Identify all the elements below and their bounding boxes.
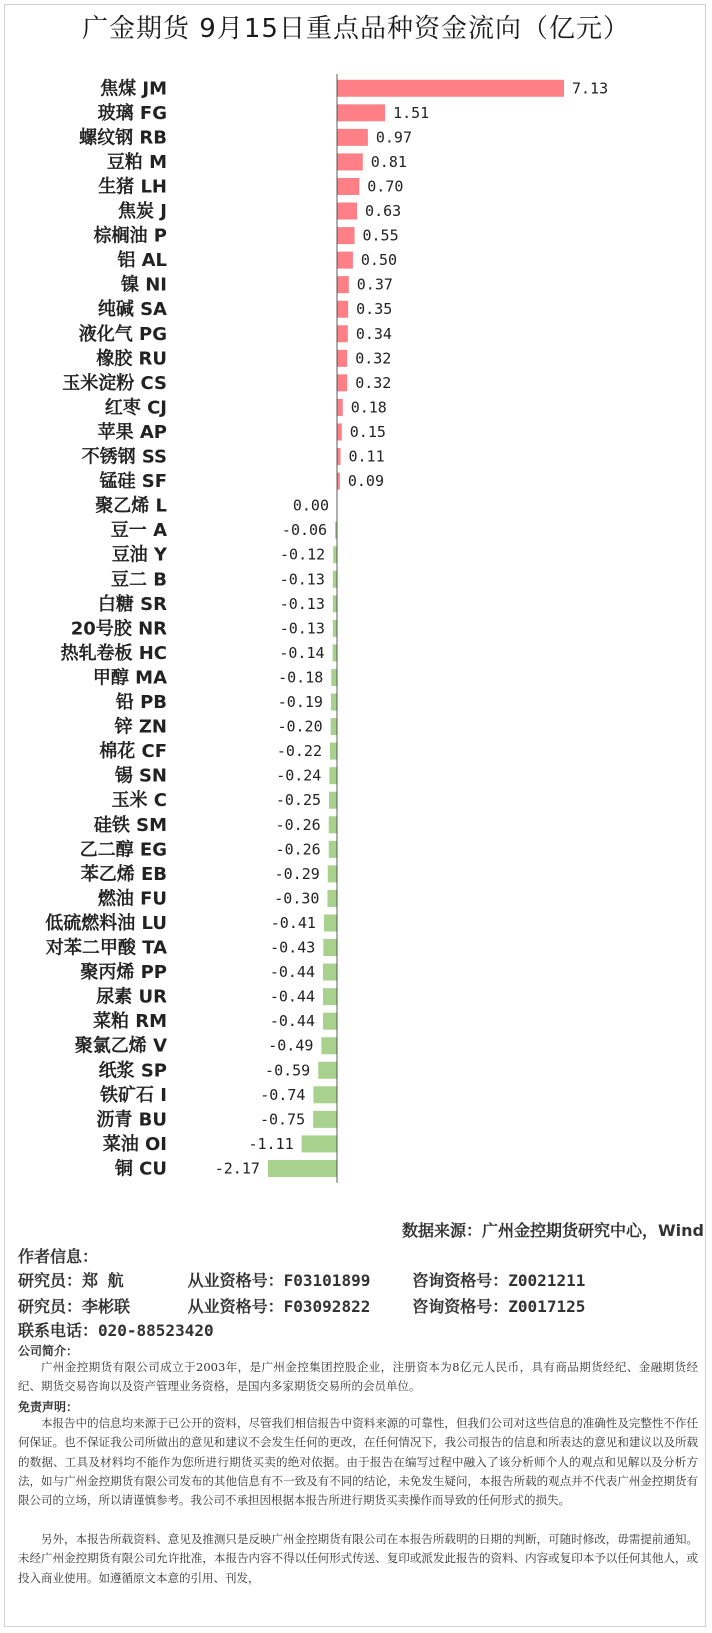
category-label: 铝 AL [117,250,167,272]
data-label: 0.81 [370,152,407,171]
category-label: 聚丙烯 PP [80,962,167,984]
bar [337,399,343,416]
bar [268,1160,337,1177]
author-1-role: 研究员：郑 航 [18,1271,124,1290]
data-label: -0.19 [277,693,323,712]
data-label: -0.22 [276,742,322,761]
category-label: 20号胶 NR [70,618,167,640]
data-label: -0.74 [260,1085,306,1104]
data-label: -0.30 [274,889,320,908]
data-label: 0.09 [347,472,384,491]
bar [327,890,337,907]
bar [337,153,363,170]
category-label: 乙二醇 EG [79,839,167,861]
author-2-consult: 咨询资格号：Z0017125 [412,1297,586,1316]
data-label: -0.18 [278,668,324,687]
author-row-1 [18,1268,585,1291]
data-label: -0.44 [269,987,315,1006]
category-label: 玉米淀粉 CS [62,372,167,394]
bar [313,1111,337,1128]
category-label: 聚氯乙烯 V [74,1035,167,1057]
disclaimer-heading: 免责声明： [18,1400,79,1414]
data-label: 0.00 [292,496,329,515]
category-label: 硅铁 SM [93,814,167,836]
data-label: 7.13 [572,79,609,98]
category-label: 聚乙烯 L [95,495,167,517]
bar [337,129,368,146]
category-label: 甲醇 MA [92,667,167,689]
data-label: -0.13 [279,619,325,638]
category-label: 玻璃 FG [97,102,167,124]
bar [337,374,347,391]
category-label: 菜粕 RM [92,1011,167,1033]
data-source: 数据来源：广州金控期货研究中心，Wind [402,1221,704,1240]
data-label: -0.12 [280,545,326,564]
category-label: 锌 ZN [114,716,167,738]
category-label: 菜油 OI [102,1133,167,1155]
category-label: 白糖 SR [97,593,167,615]
bar [324,914,337,931]
category-label: 镍 NI [120,274,167,296]
category-label: 豆二 B [111,569,167,591]
bar [337,325,348,342]
bar [329,841,337,858]
bar [318,1062,337,1079]
category-label: 棕榈油 P [93,225,167,247]
category-label: 玉米 C [111,790,167,812]
data-label: -0.25 [275,791,322,810]
category-label: 生猪 LH [98,176,167,198]
data-label: -0.24 [276,766,322,785]
author-1-license: 从业资格号：F03101899 [187,1271,371,1290]
data-label: -0.59 [265,1061,311,1080]
category-label: 对苯二甲酸 TA [45,937,167,959]
category-label: 苹果 AP [97,421,167,443]
bar [337,104,385,121]
category-label: 铅 PB [115,692,167,714]
company-intro: 广州金控期货有限公司成立于2003年，是广州金控集团控股企业，注册资本为8亿元人民币，具有商品期货经纪、金融期货经纪、期货交易咨询以及资产管理业务资格，是国内多家期货交易所的会员单位。 [18,1360,698,1394]
category-label: 橡胶 RU [96,348,167,370]
bar [337,203,357,220]
data-label: 0.32 [355,349,392,368]
bar [337,448,341,465]
data-label: -0.14 [279,643,325,662]
bar [337,473,340,490]
category-label: 焦煤 JM [100,78,167,100]
data-label: 0.18 [350,398,387,417]
author-1-consult: 咨询资格号：Z0021211 [412,1271,586,1290]
category-label: 低硫燃料油 LU [45,912,167,934]
author-row-2 [18,1294,585,1317]
data-label: 0.15 [349,422,386,441]
author-2-role: 研究员：李彬联 [18,1297,131,1316]
data-label: 0.37 [356,275,393,294]
bar [323,964,337,981]
bar [337,423,342,440]
disclaimer-paragraph-2: 另外，本报告所载资料、意见及推测只是反映广州金控期货有限公司在本报告所载明的日期的判断，可随时修改，毋需提前通知。未经广州金控期货有限公司允许批准，本报告内容不得以任何形式传送、复印或派发此报告的资料、内容或复印本予以任何其他人，或投入商业使用。如遵循原文本意的引用、刊发， [18,1532,698,1585]
bar [323,939,337,956]
data-label: -0.26 [275,815,321,834]
bar [333,620,337,637]
bar [329,792,337,809]
bar [337,252,353,269]
data-label: -0.49 [268,1036,314,1055]
data-label: -0.44 [269,1012,315,1031]
data-label: 0.50 [360,251,398,270]
data-label: -0.06 [281,521,328,540]
category-label: 热轧卷板 HC [60,642,167,664]
data-label: 0.55 [362,226,399,245]
disclaimer-paragraph-1: 本报告中的信息均来源于已公开的资料，尽管我们相信报告中资料来源的可靠性，但我们公司对这些信息的准确性及完整性不作任何保证。也不保证我公司所做出的意见和建议不会发生任何的更改，在任何情况下，我公司报告的信息和所表达的意见和建议以及所载的数据、工具及材料均不能作为您所进行期货买卖的绝对依据。由于报告在编写过程中融入了该分析师个人的观点和见解以及分析方法，如与广州金控期货有限公司发布的其他信息有不一致及有不同的结论，未免发生疑问，本报告所载的观点并不代表广州金控期货有限公司的立场，所以请谨慎参考。我公司不承担因根据本报告所进行期货买卖操作而导致的任何形式的损失。 [18,1416,698,1508]
category-label: 螺纹钢 RB [79,127,167,149]
category-label: 燃油 FU [97,888,167,910]
bar [333,546,337,563]
category-label: 锡 SN [114,765,167,787]
data-label: 0.97 [375,128,413,147]
company-heading: 公司简介： [18,1344,79,1358]
category-label: 棉花 CF [99,741,167,763]
bar [337,227,355,244]
data-label: -0.20 [277,717,323,736]
bar [323,1013,337,1030]
category-label: 焦炭 J [118,201,167,223]
category-label: 铁矿石 I [100,1084,167,1106]
bar [337,80,564,97]
data-label: 0.35 [356,300,393,319]
category-label: 豆一 A [110,520,167,542]
author-heading: 作者信息： [18,1247,99,1266]
data-label: 0.63 [365,202,402,221]
data-label: -1.11 [248,1134,294,1153]
data-label: -0.13 [279,570,325,589]
bar [328,865,337,882]
bar [321,1037,337,1054]
category-label: 纸浆 SP [98,1060,167,1082]
data-label: -0.44 [269,963,315,982]
data-label: 0.34 [355,324,392,343]
bar [331,694,337,711]
bar [331,669,337,686]
category-label: 纯碱 SA [97,299,167,321]
data-label: -0.43 [270,938,316,957]
category-label: 液化气 PG [78,323,167,345]
bar [331,718,337,735]
category-label: 豆油 Y [111,544,167,566]
bar [337,178,359,195]
category-label: 豆粕 M [106,151,167,173]
bar [337,301,348,318]
category-label: 不锈钢 SS [81,446,167,468]
data-label: -0.75 [259,1110,306,1129]
data-label: -0.41 [270,913,316,932]
bar [337,350,347,367]
data-label: -0.26 [275,840,321,859]
bar [313,1086,337,1103]
data-label: 1.51 [393,103,430,122]
bar [337,276,349,293]
data-label: -2.17 [214,1159,260,1178]
category-label: 锰硅 SF [99,471,167,493]
data-label: 0.32 [355,373,392,392]
bar [323,988,337,1005]
data-label: 0.70 [367,177,404,196]
author-2-license: 从业资格号：F03092822 [187,1297,371,1316]
bar [302,1135,337,1152]
chart-title: 广金期货 9月15日重点品种资金流向（亿元） [82,14,630,44]
data-label: -0.29 [274,864,320,883]
bar [333,571,337,588]
bar [333,595,337,612]
bar [329,816,337,833]
category-label: 红枣 CJ [104,397,167,419]
category-label: 沥青 BU [96,1109,167,1131]
category-label: 苯乙烯 EB [80,863,167,885]
bar [333,644,337,661]
bar [330,743,337,760]
data-label: -0.13 [279,594,325,613]
contact-phone: 联系电话：020-88523420 [18,1321,214,1340]
category-label: 铜 CU [114,1158,167,1180]
data-label: 0.11 [348,447,385,466]
bar [329,767,337,784]
category-label: 尿素 UR [96,986,167,1008]
